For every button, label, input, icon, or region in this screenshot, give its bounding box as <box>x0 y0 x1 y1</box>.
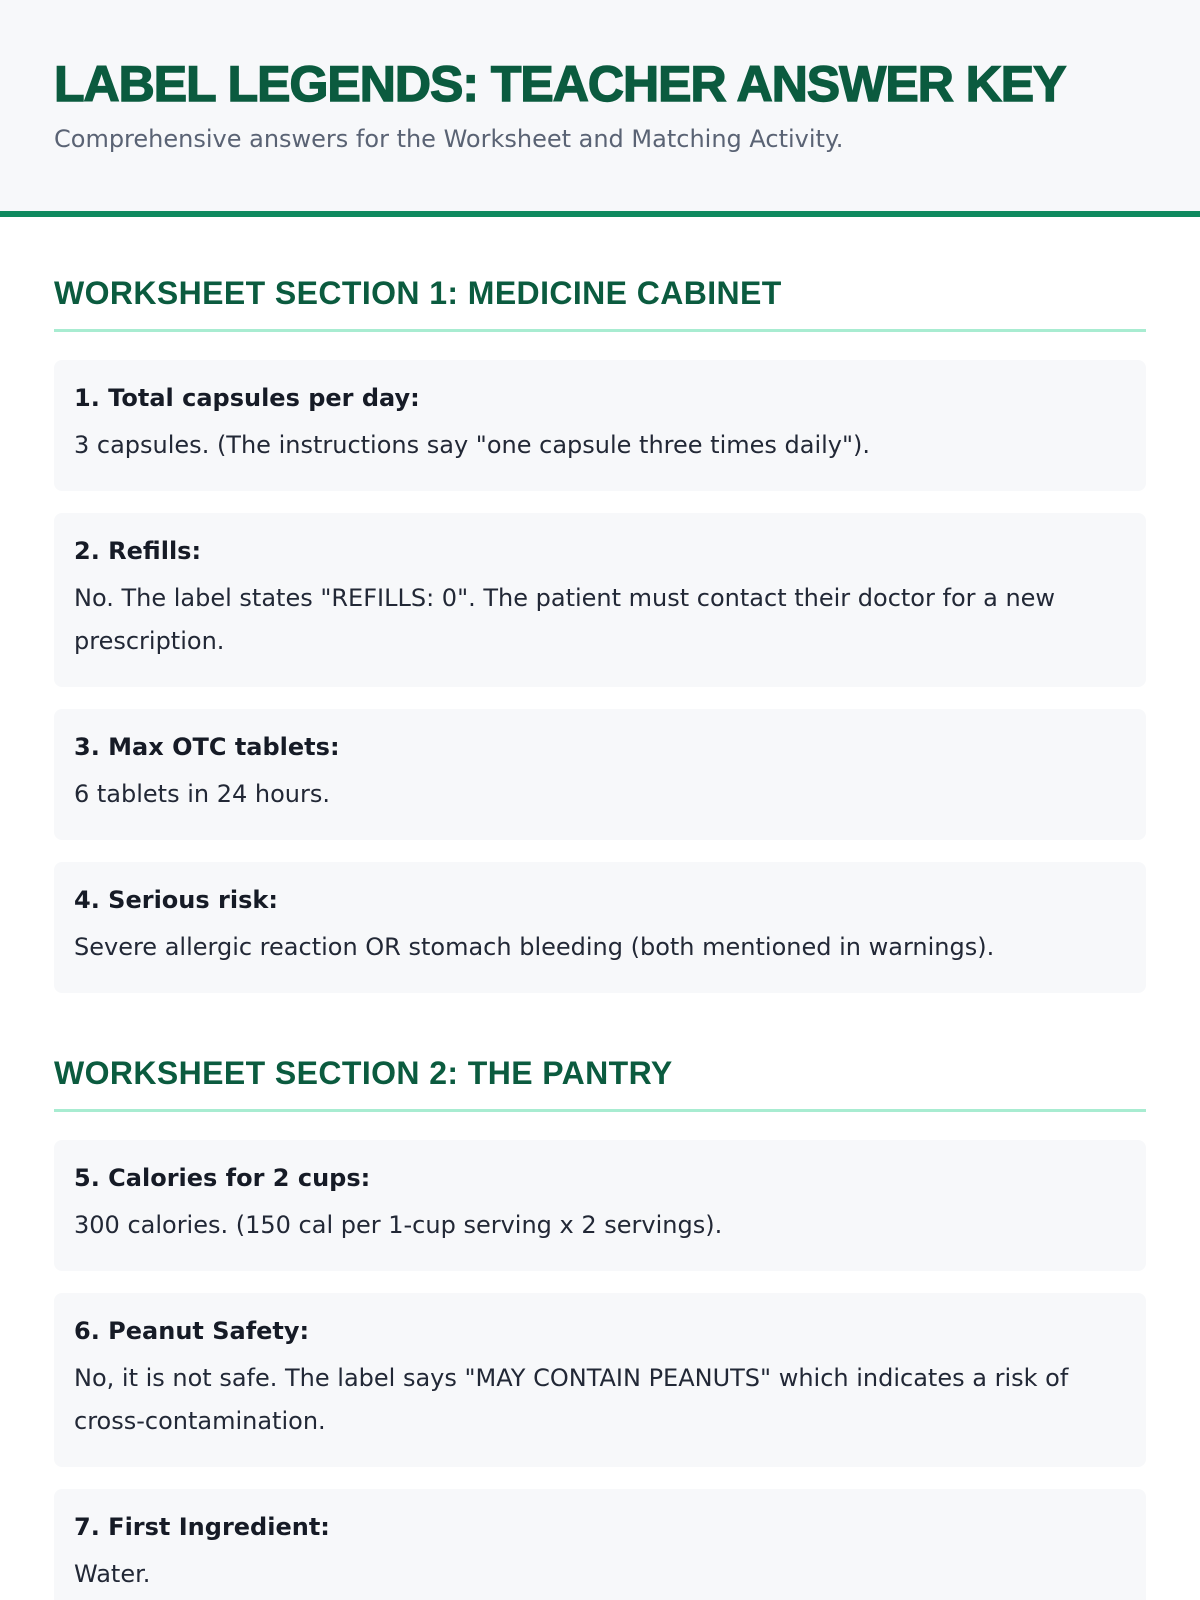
answer-question: 1. Total capsules per day: <box>74 384 420 412</box>
answer-question: 6. Peanut Safety: <box>74 1317 310 1345</box>
answer-text: No, it is not safe. The label says "MAY CONTAIN PEANUTS" which indicates a risk of cross-contamination. <box>74 1364 1069 1435</box>
section-heading: WORKSHEET SECTION 2: THE PANTRY <box>54 1053 1146 1112</box>
answer-text: No. The label states "REFILLS: 0". The patient must contact their doctor for a new prescription. <box>74 584 1056 655</box>
answer-text: 300 calories. (150 cal per 1-cup serving x 2 servings). <box>74 1211 723 1239</box>
answer-question: 3. Max OTC tablets: <box>74 733 340 761</box>
answer-card-2 <box>54 513 1146 687</box>
answer-card-3 <box>54 709 1146 840</box>
page-title: LABEL LEGENDS: TEACHER ANSWER KEY <box>54 56 1066 112</box>
section-pantry <box>54 1053 1146 1600</box>
answer-question: 4. Serious risk: <box>74 886 278 914</box>
answer-question: 5. Calories for 2 cups: <box>74 1164 371 1192</box>
answer-card-7 <box>54 1489 1146 1600</box>
answer-text: Severe allergic reaction OR stomach bleeding (both mentioned in warnings). <box>74 933 995 961</box>
page-header <box>0 0 1200 217</box>
answer-text: 6 tablets in 24 hours. <box>74 780 331 808</box>
page-subtitle: Comprehensive answers for the Worksheet and Matching Activity. <box>54 125 844 153</box>
section-medicine-cabinet <box>54 273 1146 993</box>
answer-key-content <box>0 217 1200 1600</box>
answer-card-5 <box>54 1140 1146 1271</box>
answer-text: 3 capsules. (The instructions say "one capsule three times daily"). <box>74 431 871 459</box>
answer-card-6 <box>54 1293 1146 1467</box>
answer-card-1 <box>54 360 1146 491</box>
answer-question: 7. First Ingredient: <box>74 1513 330 1541</box>
answer-text: Water. <box>74 1560 151 1588</box>
section-heading: WORKSHEET SECTION 1: MEDICINE CABINET <box>54 273 1146 332</box>
answer-card-4 <box>54 862 1146 993</box>
answer-question: 2. Refills: <box>74 537 202 565</box>
